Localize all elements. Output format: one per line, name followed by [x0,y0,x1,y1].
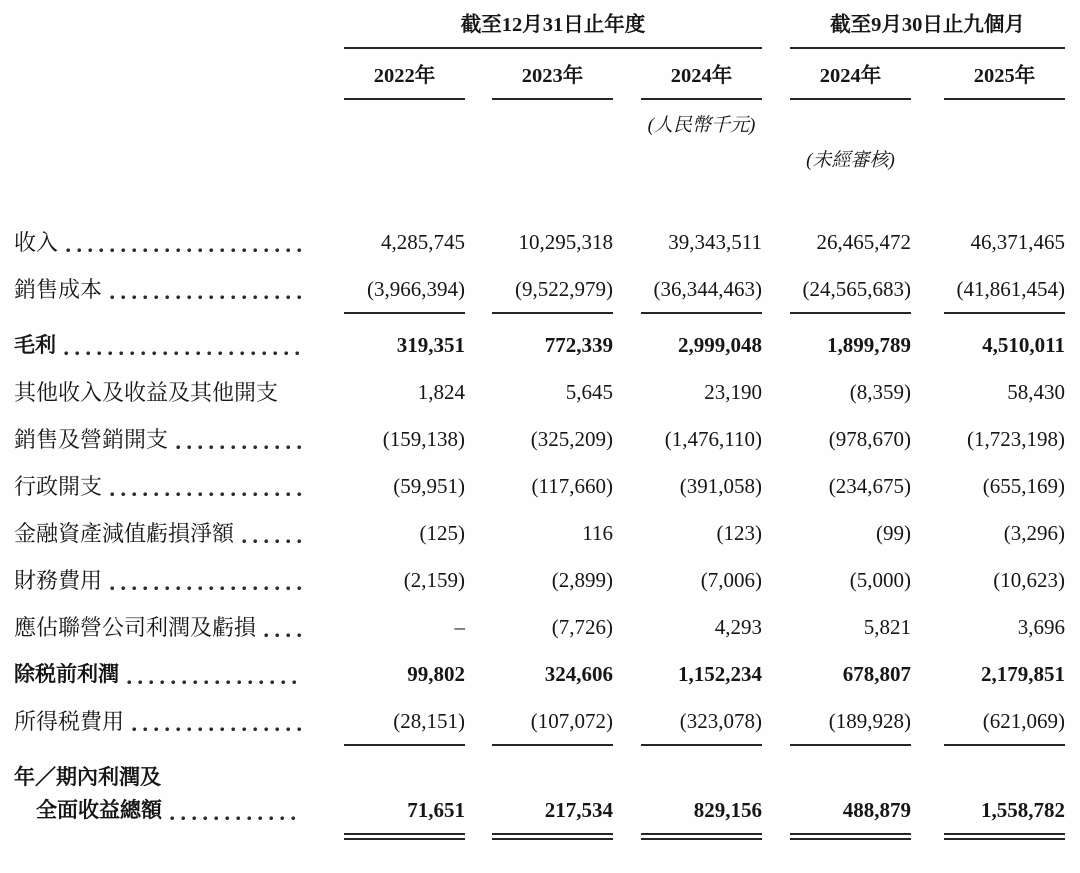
row-label [0,376,344,409]
cell-fy2024: 1,152,234 [678,662,762,686]
table-row [0,273,1080,306]
row-label [0,611,344,644]
row-label-text: 除税前利潤 [14,663,119,686]
cell-fy2024: (1,476,110) [664,427,762,451]
row-label-text: 其他收入及收益及其他開支 [14,380,279,405]
year-header-2024: 2024年 [641,49,762,100]
cell-fy2024: 23,190 [704,380,762,404]
cell-fy2022: (28,151) [344,705,465,738]
cell-9m2024: (189,928) [790,705,911,738]
period-group-annual [344,12,762,49]
row-label-text: 應佔聯營公司利潤及虧損 [14,615,257,640]
table-row [0,376,1080,409]
cell-9m2025: 4,510,011 [982,333,1065,357]
cell-fy2024: 2,999,048 [678,333,762,357]
cell-fy2022: 99,802 [407,662,465,686]
row-label-text: 金融資產減值虧損淨額 [14,521,235,546]
period-group-interim [790,12,1065,49]
dot-leader [64,350,302,356]
cell-9m2024: 26,465,472 [816,230,911,254]
cell-fy2022: (125) [419,521,465,545]
row-label [0,226,344,259]
cell-9m2024: (8,359) [849,380,911,404]
cell-fy2023: 772,339 [544,333,613,357]
cell-9m2024: 5,821 [863,615,911,639]
dot-leader [264,632,302,638]
table-row [0,470,1080,503]
row-label-text: 銷售及營銷開支 [14,427,169,452]
row-label-text: 全面收益總額 [36,799,162,822]
year-header-row [0,49,1080,100]
table-body [0,226,1080,827]
cell-9m2025: (10,623) [993,568,1065,592]
cell-fy2022: (3,966,394) [344,273,465,306]
cell-fy2022: 71,651 [344,794,465,827]
cell-9m2024: (24,565,683) [790,273,911,306]
cell-fy2023: 5,645 [565,380,613,404]
period-group-annual-label: 截至12月31日止年度 [460,14,646,36]
row-label [0,273,344,306]
row-label [0,470,344,503]
period-group-interim-label: 截至9月30日止九個月 [830,14,1025,36]
table-row [0,611,1080,644]
cell-fy2023: (9,522,979) [492,273,613,306]
cell-fy2024: (323,078) [641,705,762,738]
cell-9m2024: (234,675) [828,474,911,498]
row-label-text: 年／期內利潤及 [14,766,161,789]
cell-9m2025: (655,169) [982,474,1065,498]
cell-fy2022: 319,351 [396,333,465,357]
cell-9m2025: (41,861,454) [944,273,1065,306]
cell-9m2025: (621,069) [944,705,1065,738]
cell-fy2023: (117,660) [531,474,613,498]
cell-9m2024: 678,807 [842,662,911,686]
cell-9m2024: (978,670) [828,427,911,451]
currency-note-row [0,113,1080,138]
cell-fy2023: (107,072) [492,705,613,738]
dot-leader [176,444,302,450]
dot-leader [170,815,302,821]
dot-leader [242,538,302,544]
row-label [0,658,344,691]
cell-9m2024: (5,000) [849,568,911,592]
dot-leader [132,726,302,732]
table-row [0,329,1080,362]
period-group-header-row [0,12,1080,49]
cell-fy2023: (325,209) [530,427,613,451]
cell-fy2024: 4,293 [714,615,762,639]
year-header-2022: 2022年 [344,49,465,100]
row-label-text: 所得税費用 [14,709,125,734]
row-label-text: 銷售成本 [14,277,103,302]
cell-fy2023: 217,534 [492,794,613,827]
cell-fy2023: 324,606 [544,662,613,686]
cell-9m2025: 2,179,851 [981,662,1065,686]
cell-fy2022: 4,285,745 [381,230,465,254]
table-row [0,226,1080,259]
cell-fy2024: 829,156 [641,794,762,827]
cell-fy2022: (2,159) [403,568,465,592]
cell-9m2024: 488,879 [790,794,911,827]
year-header-2025-9m: 2025年 [944,49,1065,100]
row-label-text: 毛利 [14,334,56,357]
cell-fy2024: (123) [716,521,762,545]
unaudited-note: (未經審核) [806,150,895,171]
cell-9m2025: (1,723,198) [967,427,1065,451]
unaudited-note-row [0,148,1080,173]
cell-fy2022: – [454,615,465,639]
cell-fy2024: (391,058) [679,474,762,498]
row-label [0,761,344,827]
currency-note: (人民幣千元) [647,115,756,136]
cell-9m2025: 1,558,782 [944,794,1065,827]
cell-fy2023: 116 [582,521,613,545]
cell-9m2025: (3,296) [1003,521,1065,545]
dot-leader [110,585,302,591]
row-label [0,517,344,550]
row-label [0,329,344,362]
cell-9m2024: (99) [876,521,911,545]
cell-9m2025: 3,696 [1017,615,1065,639]
dot-leader [66,247,302,253]
cell-fy2024: (36,344,463) [641,273,762,306]
row-label-text: 財務費用 [14,568,103,593]
table-row [0,517,1080,550]
cell-fy2024: (7,006) [700,568,762,592]
cell-9m2025: 58,430 [1007,380,1065,404]
cell-fy2023: (2,899) [551,568,613,592]
cell-fy2024: 39,343,511 [668,230,762,254]
table-row [0,564,1080,597]
table-row [0,658,1080,691]
cell-fy2023: (7,726) [551,615,613,639]
cell-fy2022: 1,824 [417,380,465,404]
dot-leader [110,294,302,300]
year-header-2023: 2023年 [492,49,613,100]
table-row [0,705,1080,738]
cell-fy2022: (59,951) [393,474,465,498]
table-row [0,423,1080,456]
row-label [0,423,344,456]
row-label [0,705,344,738]
row-label-text: 收入 [14,230,59,255]
cell-fy2022: (159,138) [382,427,465,451]
cell-9m2025: 46,371,465 [970,230,1065,254]
row-label [0,564,344,597]
dot-leader [127,679,302,685]
row-label-text: 行政開支 [14,474,103,499]
cell-9m2024: 1,899,789 [827,333,911,357]
cell-fy2023: 10,295,318 [518,230,613,254]
year-header-2024-9m: 2024年 [790,49,911,100]
dot-leader [110,491,302,497]
table-row [0,761,1080,827]
